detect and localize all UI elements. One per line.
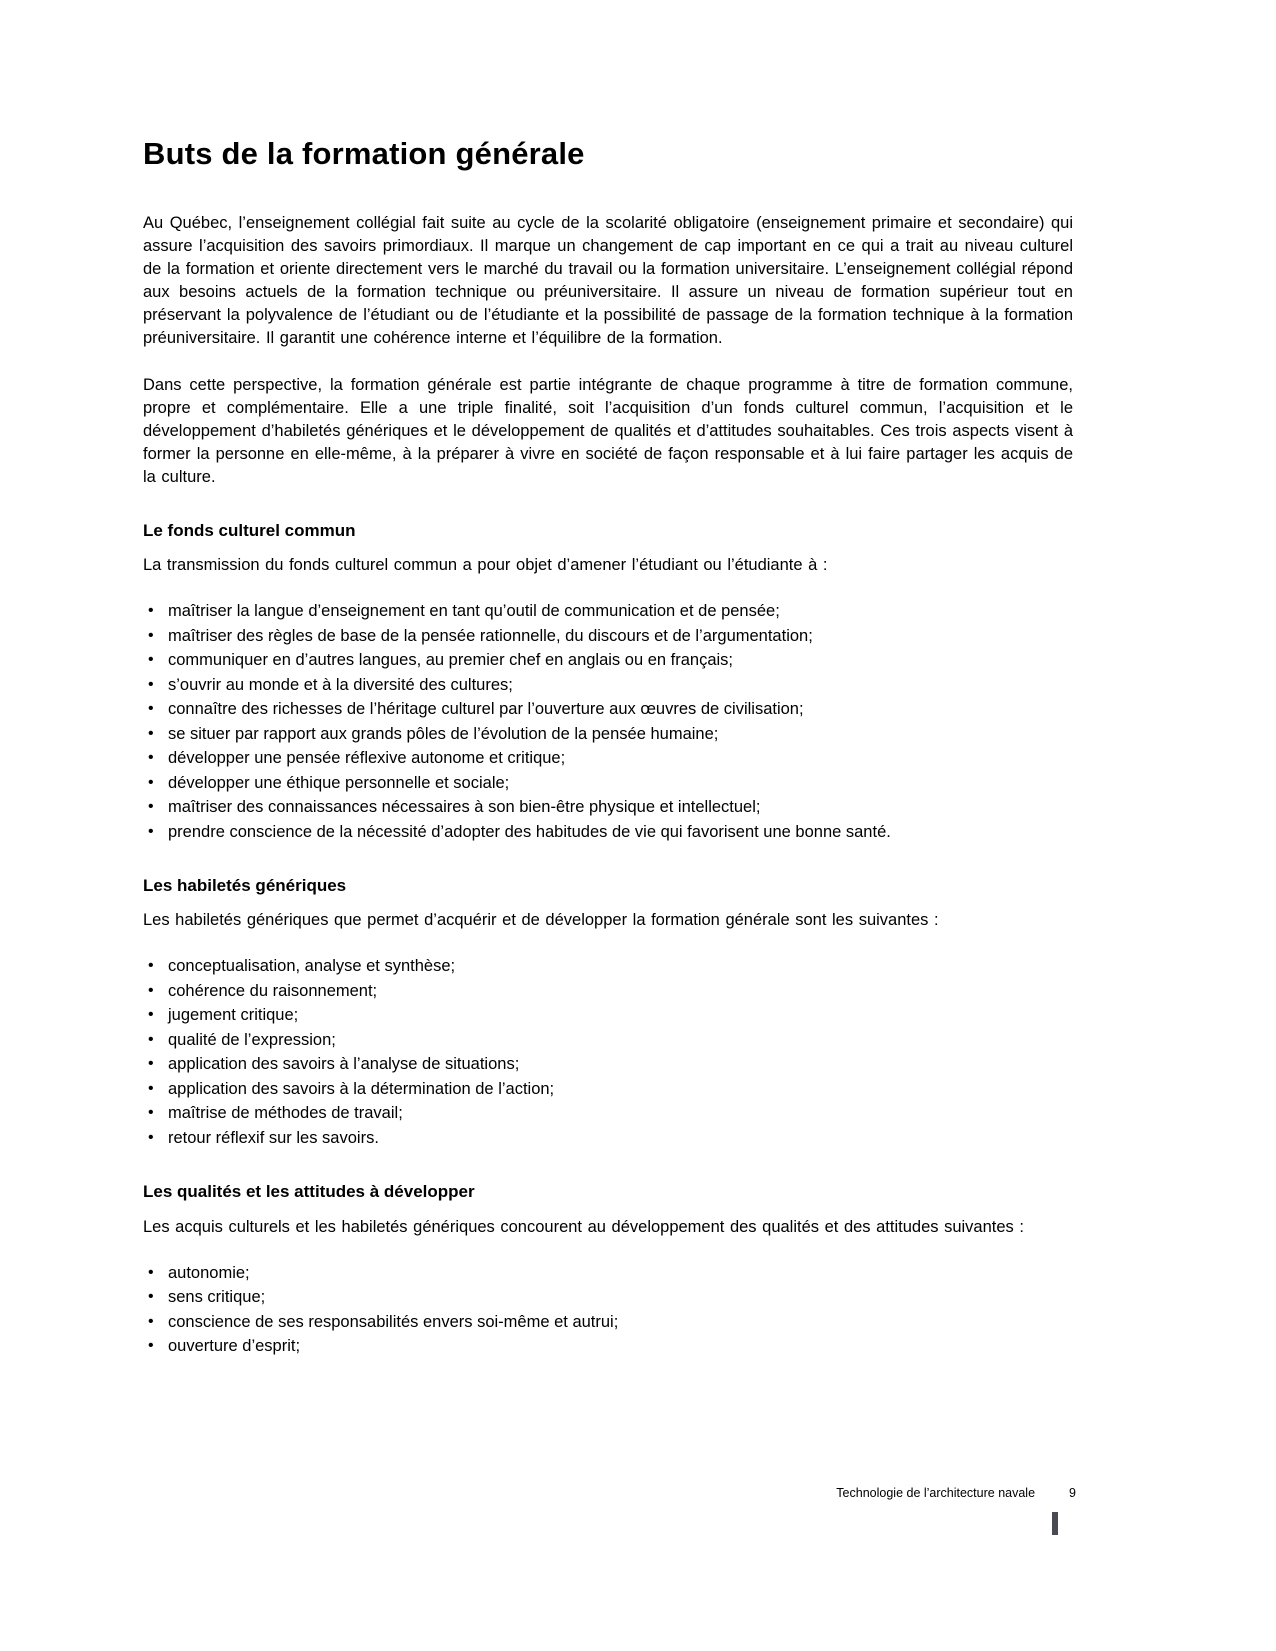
page-edge-mark bbox=[1052, 1512, 1058, 1535]
bullet-list-habiletes bbox=[143, 954, 1073, 1150]
section-fonds-culturel-commun bbox=[143, 521, 1073, 844]
section-habiletes-generiques bbox=[143, 876, 1073, 1150]
section-lead-habiletes: Les habiletés génériques que permet d’acquérir et de développer la formation générale sont les suivantes : bbox=[143, 911, 939, 930]
bullet-item: • prendre conscience de la nécessité d’adopter des habitudes de vie qui favorisent une bonne santé. bbox=[143, 820, 1073, 845]
bullet-item: • s’ouvrir au monde et à la diversité des cultures; bbox=[143, 673, 1073, 698]
intro-paragraph-2: Dans cette perspective, la formation générale est partie intégrante de chaque programme à titre de formation commune, propre et complémentaire. Elle a une triple finalité, soit l’acquisition d’un fonds culturel commun, l’acquisition et le développement d’habiletés génériques et le développement de qualités et d’attitudes souhaitables. Ces trois aspects visent à former la personne en elle-même, à la préparer à vivre en société de façon responsable et à lui faire partager les acquis de la culture. bbox=[143, 375, 1073, 486]
bullet-item: • application des savoirs à l’analyse de situations; bbox=[143, 1052, 1073, 1077]
bullet-item: • développer une éthique personnelle et sociale; bbox=[143, 771, 1073, 796]
section-lead-fonds-culturel: La transmission du fonds culturel commun a pour objet d’amener l’étudiant ou l’étudiante à : bbox=[143, 556, 828, 575]
section-lead-qualites: Les acquis culturels et les habiletés génériques concourent au développement des qualités et des attitudes suivantes : bbox=[143, 1217, 1024, 1236]
section-heading-qualites: Les qualités et les attitudes à développer bbox=[143, 1182, 475, 1202]
bullet-list-qualites bbox=[143, 1261, 1073, 1359]
bullet-item: • développer une pensée réflexive autonome et critique; bbox=[143, 746, 1073, 771]
intro-paragraph-1: Au Québec, l’enseignement collégial fait suite au cycle de la scolarité obligatoire (enseignement primaire et secondaire) qui assure l’acquisition des savoirs primordiaux. Il marque un changement de cap important en ce qui a trait au niveau culturel de la formation et oriente directement vers le marché du travail ou la formation universitaire. L’enseignement collégial répond aux besoins actuels de la formation technique ou préuniversitaire. Il assure un niveau de formation supérieur tout en préservant la polyvalence de l’étudiant ou de l’étudiante et la possibilité de passage de la formation technique à la formation préuniversitaire. Il garantit une cohérence interne et l’équilibre de la formation. bbox=[143, 213, 1073, 347]
bullet-item: • conceptualisation, analyse et synthèse; bbox=[143, 954, 1073, 979]
bullet-item: • maîtriser la langue d’enseignement en tant qu’outil de communication et de pensée; bbox=[143, 599, 1073, 624]
bullet-item: • jugement critique; bbox=[143, 1003, 1073, 1028]
page-footer bbox=[0, 1486, 1076, 1500]
bullet-item: • maîtriser des règles de base de la pensée rationnelle, du discours et de l’argumentation; bbox=[143, 624, 1073, 649]
footer-page-number: 9 bbox=[1069, 1486, 1076, 1500]
document-content bbox=[143, 136, 1073, 1369]
bullet-item: • retour réflexif sur les savoirs. bbox=[143, 1126, 1073, 1151]
section-heading-fonds-culturel: Le fonds culturel commun bbox=[143, 520, 356, 540]
bullet-item: • sens critique; bbox=[143, 1285, 1073, 1310]
bullet-item: • cohérence du raisonnement; bbox=[143, 979, 1073, 1004]
page-title: Buts de la formation générale bbox=[143, 136, 585, 171]
section-qualites-attitudes bbox=[143, 1182, 1073, 1358]
bullet-item: • connaître des richesses de l’héritage culturel par l’ouverture aux œuvres de civilisation; bbox=[143, 697, 1073, 722]
bullet-list-fonds-culturel bbox=[143, 599, 1073, 844]
bullet-item: • conscience de ses responsabilités envers soi-même et autrui; bbox=[143, 1310, 1073, 1335]
section-heading-habiletes: Les habiletés génériques bbox=[143, 876, 347, 896]
footer-document-title: Technologie de l’architecture navale bbox=[836, 1486, 1036, 1500]
bullet-item: • application des savoirs à la détermination de l’action; bbox=[143, 1077, 1073, 1102]
bullet-item: • ouverture d’esprit; bbox=[143, 1334, 1073, 1359]
bullet-item: • communiquer en d’autres langues, au premier chef en anglais ou en français; bbox=[143, 648, 1073, 673]
bullet-item: • maîtriser des connaissances nécessaires à son bien-être physique et intellectuel; bbox=[143, 795, 1073, 820]
bullet-item: • se situer par rapport aux grands pôles de l’évolution de la pensée humaine; bbox=[143, 722, 1073, 747]
bullet-item: • autonomie; bbox=[143, 1261, 1073, 1286]
bullet-item: • qualité de l’expression; bbox=[143, 1028, 1073, 1053]
bullet-item: • maîtrise de méthodes de travail; bbox=[143, 1101, 1073, 1126]
